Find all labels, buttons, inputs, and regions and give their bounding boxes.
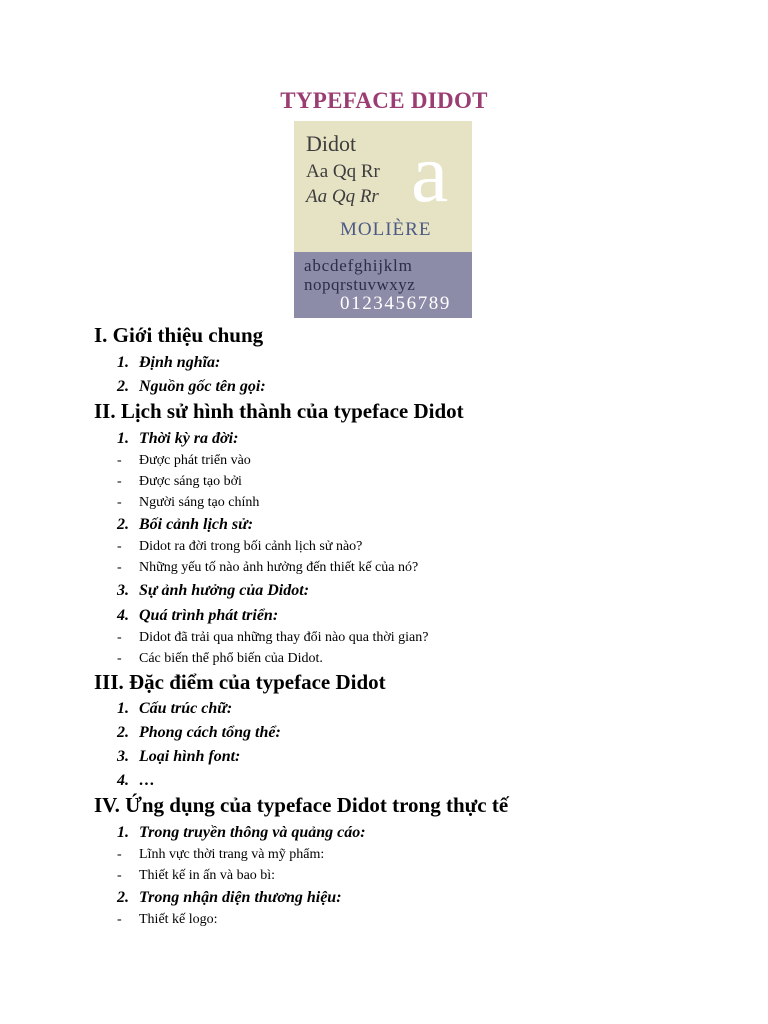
bullet-dash: - — [117, 495, 122, 510]
list-item-text: Các biến thể phổ biến của Didot. — [139, 651, 323, 666]
list-item — [117, 560, 418, 576]
subsection-number: 1. — [117, 354, 129, 371]
specimen-lowercase-1: abcdefghijklm — [304, 256, 413, 275]
bullet-dash: - — [117, 560, 122, 575]
list-item — [117, 495, 259, 511]
list-item-text: Được sáng tạo bởi — [139, 474, 242, 489]
subsection-label: Trong nhận diện thương hiệu: — [139, 889, 342, 906]
subsection-number: 3. — [117, 748, 129, 765]
subsection-heading — [117, 724, 281, 742]
list-item-text: Lĩnh vực thời trang và mỹ phẩm: — [139, 847, 325, 862]
subsection-label: Phong cách tổng thể: — [139, 724, 281, 741]
bullet-dash: - — [117, 474, 122, 489]
subsection-heading — [117, 824, 366, 842]
list-item-text: Thiết kế in ấn và bao bì: — [139, 868, 276, 883]
subsection-number: 1. — [117, 824, 129, 841]
list-item — [117, 868, 275, 884]
list-item — [117, 912, 218, 928]
subsection-number: 1. — [117, 700, 129, 717]
specimen-big-letter: a — [411, 127, 449, 220]
list-item-text: Thiết kế logo: — [139, 912, 218, 927]
subsection-heading — [117, 354, 220, 372]
subsection-label: Loại hình font: — [139, 748, 241, 765]
subsection-label: Nguồn gốc tên gọi: — [139, 378, 266, 395]
list-item — [117, 474, 242, 490]
subsection-heading — [117, 772, 155, 790]
list-item-text: Người sáng tạo chính — [139, 495, 260, 510]
subsection-heading — [117, 700, 232, 718]
subsection-label: Định nghĩa: — [139, 354, 221, 371]
subsection-label: Bối cảnh lịch sử: — [139, 516, 254, 533]
subsection-heading — [117, 889, 342, 907]
subsection-number: 1. — [117, 430, 129, 447]
list-item-text: Được phát triển vào — [139, 453, 251, 468]
subsection-number: 2. — [117, 516, 129, 533]
section-heading: III. Đặc điểm của typeface Didot — [94, 670, 386, 694]
specimen-sample-word: MOLIÈRE — [340, 219, 432, 240]
specimen-upright: Aa Qq Rr — [306, 161, 380, 182]
subsection-label: Quá trình phát triển: — [139, 607, 279, 624]
subsection-label: Trong truyền thông và quảng cáo: — [139, 824, 366, 841]
specimen-digits: 0123456789 — [340, 293, 451, 314]
list-item — [117, 453, 251, 469]
document-title: TYPEFACE DIDOT — [280, 88, 488, 113]
subsection-label: … — [139, 772, 155, 789]
list-item — [117, 847, 324, 863]
bullet-dash: - — [117, 912, 122, 927]
subsection-heading — [117, 430, 238, 448]
list-item — [117, 651, 323, 667]
bullet-dash: - — [117, 847, 122, 862]
section-heading: II. Lịch sử hình thành của typeface Didot — [94, 399, 464, 423]
specimen-italic: Aa Qq Rr — [306, 186, 379, 207]
bullet-dash: - — [117, 453, 122, 468]
list-item-text: Những yếu tố nào ảnh hưởng đến thiết kế của nó? — [139, 560, 419, 575]
list-item — [117, 630, 428, 646]
subsection-heading — [117, 748, 240, 766]
subsection-number: 2. — [117, 889, 129, 906]
bullet-dash: - — [117, 630, 122, 645]
subsection-label: Thời kỳ ra đời: — [139, 430, 239, 447]
subsection-number: 4. — [117, 607, 129, 624]
section-heading: IV. Ứng dụng của typeface Didot trong thực tế — [94, 793, 509, 817]
subsection-heading — [117, 582, 309, 600]
subsection-heading — [117, 516, 253, 534]
specimen-lowercase-2: nopqrstuvwxyz — [304, 275, 416, 294]
bullet-dash: - — [117, 868, 122, 883]
list-item — [117, 539, 362, 555]
subsection-heading — [117, 378, 266, 396]
subsection-heading — [117, 607, 278, 625]
bullet-dash: - — [117, 651, 122, 666]
list-item-text: Didot đã trải qua những thay đổi nào qua thời gian? — [139, 630, 429, 645]
subsection-number: 2. — [117, 378, 129, 395]
subsection-number: 2. — [117, 724, 129, 741]
didot-specimen-image — [294, 121, 472, 318]
subsection-number: 4. — [117, 772, 129, 789]
subsection-label: Cấu trúc chữ: — [139, 700, 233, 717]
bullet-dash: - — [117, 539, 122, 554]
subsection-label: Sự ảnh hưởng của Didot: — [139, 582, 310, 599]
list-item-text: Didot ra đời trong bối cảnh lịch sử nào? — [139, 539, 363, 554]
subsection-number: 3. — [117, 582, 129, 599]
section-heading: I. Giới thiệu chung — [94, 323, 264, 347]
specimen-name: Didot — [306, 131, 357, 156]
